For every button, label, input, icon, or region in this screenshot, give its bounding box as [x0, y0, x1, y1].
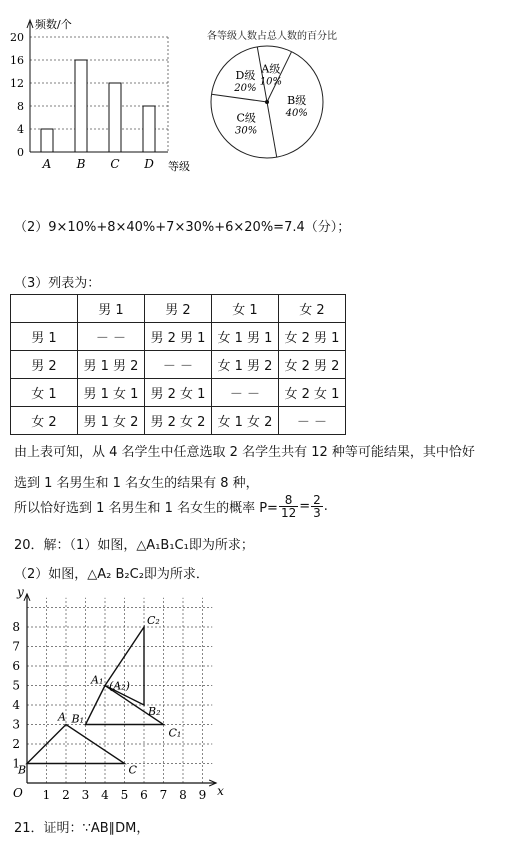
vertex-label: C₂	[147, 614, 160, 627]
table-cell: － －	[279, 407, 346, 435]
x-tick-label: 4	[101, 788, 109, 802]
table-cell: 女 1 女 2	[212, 407, 279, 435]
part3-heading: （3）列表为：	[14, 276, 101, 291]
fraction-2-3	[311, 494, 323, 519]
table-cell: 女 2 女 1	[279, 379, 346, 407]
table-cell: 女 2 男 1	[279, 323, 346, 351]
y-tick-label: 4	[17, 123, 24, 136]
frequency-bar-chart	[0, 0, 200, 178]
bar-c	[109, 83, 121, 152]
conclusion-line-2: 选到 1 名男生和 1 名女生的结果有 8 种，	[14, 476, 259, 491]
fraction-denominator: 12	[280, 506, 297, 520]
x-axis-label: 等级	[168, 160, 190, 173]
equals-sign: =	[299, 499, 311, 514]
probability-text: 所以恰好选到 1 名男生和 1 名女生的概率 P=	[14, 501, 278, 516]
y-tick-label: 7	[12, 639, 20, 654]
vertex-label: B	[18, 763, 27, 777]
q20-part1: 20．解：（1）如图，△A₁B₁C₁即为所求；	[14, 538, 254, 553]
x-axis-label: x	[217, 784, 224, 798]
percentage-pie-chart	[200, 40, 340, 170]
x-tick-label: 5	[120, 788, 129, 802]
y-tick-label: 12	[10, 77, 24, 90]
table-row	[11, 407, 346, 435]
vertex-label: (A₂)	[109, 679, 130, 693]
part2-calculation: （2）9×10%+8×40%+7×30%+6×20%=7.4（分）；	[14, 220, 351, 235]
table-cell: 男 1	[11, 323, 78, 351]
bar-a	[41, 129, 53, 152]
table-cell: 男 2 男 1	[145, 323, 212, 351]
vertex-label: B₁	[71, 712, 84, 726]
period: .	[323, 499, 328, 514]
table-cell: － －	[78, 323, 145, 351]
x-tick-label: 1	[42, 788, 51, 802]
vertex-label: A₁	[91, 673, 104, 687]
table-cell: － －	[145, 351, 212, 379]
x-tick-label: 7	[159, 788, 168, 802]
table-row	[11, 295, 346, 323]
y-tick-label: 4	[12, 698, 20, 712]
table-row	[11, 323, 346, 351]
y-tick-label: 2	[12, 737, 20, 751]
table-cell: 男 2 女 1	[145, 379, 212, 407]
y-tick-label: 5	[12, 678, 20, 693]
pie-slice-label	[233, 69, 256, 94]
y-axis-label: 频数/个	[35, 18, 72, 31]
table-cell: － －	[212, 379, 279, 407]
vertex-label: B₂	[148, 705, 161, 718]
y-tick-label: 3	[12, 717, 20, 732]
pie-slice-label	[285, 94, 308, 119]
x-tick-label: 8	[179, 788, 187, 802]
slice-name: D级	[235, 69, 256, 83]
bar-b	[75, 60, 87, 152]
bar-d	[143, 106, 155, 152]
vertex-label: C	[128, 763, 137, 777]
slice-percent: 30%	[235, 125, 258, 137]
x-tick-label: A	[42, 157, 52, 171]
y-tick-label: 8	[17, 100, 24, 113]
x-tick-label: 9	[198, 788, 207, 802]
y-tick-label: 20	[10, 31, 24, 44]
q20-part2: （2）如图，△A₂ B₂C₂即为所求．	[14, 567, 209, 582]
x-tick-label: D	[144, 157, 154, 171]
table-row	[11, 351, 346, 379]
slice-percent: 10%	[259, 76, 283, 88]
table-cell: 男 2	[11, 351, 78, 379]
probability-table	[10, 294, 346, 435]
table-cell: 男 1 女 1	[78, 379, 145, 407]
pie-slice-label	[260, 62, 282, 87]
fraction-numerator: 2	[313, 493, 321, 507]
x-tick-label: 3	[81, 788, 90, 802]
x-tick-label: C	[110, 157, 120, 171]
table-cell: 女 1 男 1	[212, 323, 279, 351]
fraction-denominator: 3	[313, 506, 321, 520]
table-cell: 女 1 男 2	[212, 351, 279, 379]
q21-proof-start: 21．证明：∵AB∥DM，	[14, 821, 150, 836]
y-tick-label: 6	[12, 659, 20, 673]
table-cell: 女 1	[11, 379, 78, 407]
table-cell: 男 1 男 2	[78, 351, 145, 379]
fraction-numerator: 8	[279, 494, 298, 507]
table-cell: 女 2	[11, 407, 78, 435]
slice-name: B级	[287, 94, 307, 108]
y-tick-label: 1	[12, 756, 20, 771]
pie-center	[265, 100, 269, 104]
origin-label: O	[13, 786, 23, 800]
vertex-label: C₁	[168, 726, 182, 740]
pie-slice-label	[235, 112, 257, 137]
slice-percent: 40%	[285, 108, 308, 120]
vertex-label: A	[58, 710, 66, 724]
slice-name: A级	[261, 62, 281, 76]
table-header-cell: 女 1	[212, 295, 279, 323]
x-tick-label: 6	[140, 788, 148, 802]
table-header-cell: 男 1	[78, 295, 145, 323]
fraction-8-12	[279, 494, 298, 519]
x-tick-label: B	[76, 157, 86, 171]
conclusion-line-1: 由上表可知，从 4 名学生中任意选取 2 名学生共有 12 种等可能结果，其中恰好	[14, 445, 475, 460]
slice-percent: 20%	[234, 83, 257, 95]
probability-line	[14, 494, 328, 519]
y-axis-label: y	[17, 585, 24, 599]
table-header-cell: 男 2	[145, 295, 212, 323]
y-tick-label: 0	[17, 146, 24, 159]
table-cell: 女 2 男 2	[279, 351, 346, 379]
pie-chart-title: 各等级人数占总人数的百分比	[207, 31, 337, 42]
table-header-cell	[11, 295, 78, 323]
table-cell: 男 1 女 2	[78, 407, 145, 435]
table-header-cell: 女 2	[279, 295, 346, 323]
slice-name: C级	[236, 111, 256, 125]
y-tick-label: 8	[12, 620, 20, 634]
coordinate-grid-chart	[0, 585, 230, 810]
y-tick-label: 16	[10, 54, 24, 67]
x-tick-label: 2	[62, 788, 70, 802]
table-cell: 男 2 女 2	[145, 407, 212, 435]
table-row	[11, 379, 346, 407]
